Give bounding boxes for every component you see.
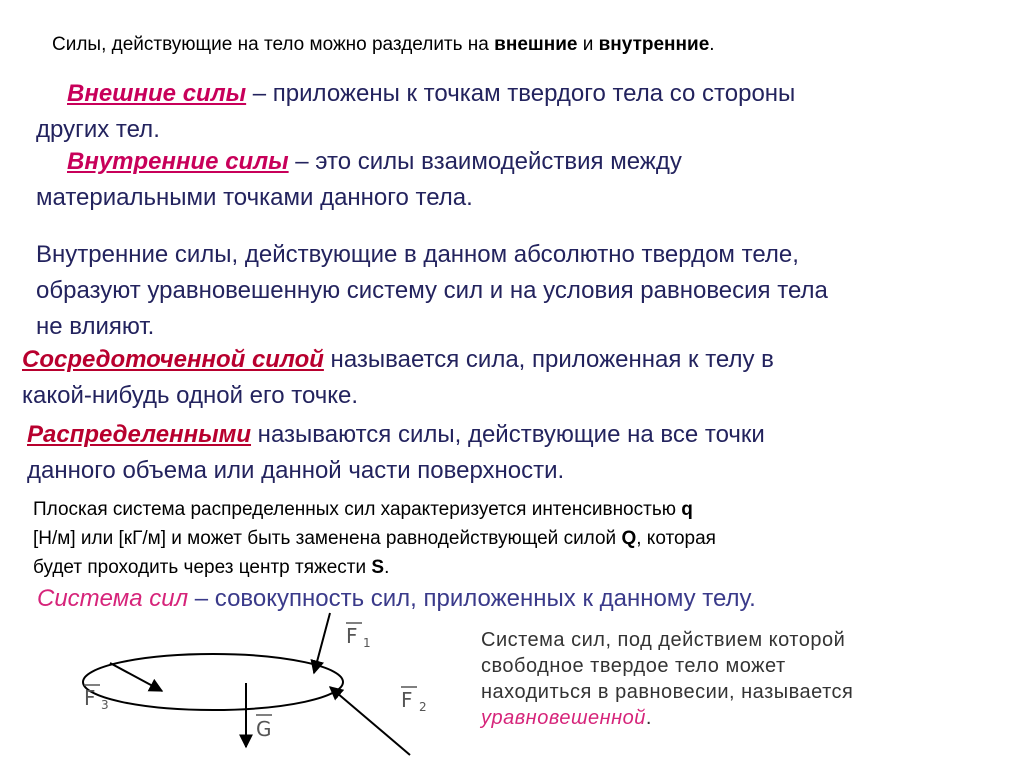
distributed-line-2: данного объема или данной части поверхности. [27, 457, 565, 484]
equilibrium-line-2: свободное твердое тело может [481, 655, 786, 677]
intensity-symbol-q: q [681, 499, 693, 520]
label-f2 [401, 687, 427, 714]
external-forces-definition [36, 76, 795, 148]
intro-suffix: . [709, 34, 715, 55]
internal-forces-definition [36, 144, 682, 216]
internal-line-1 [36, 144, 682, 180]
label-f3 [84, 685, 109, 712]
intro-term-internal: внутренние [598, 34, 710, 55]
equilibrium-term: уравновешенной [481, 707, 646, 729]
distributed-forces-term: Распределенными [27, 421, 252, 448]
plane-line-2-text: [Н/м] или [кГ/м] и может быть заменена равнодействующей силой [33, 528, 622, 549]
rigid-body-ellipse [83, 654, 343, 710]
label-f2-sub: 2 [419, 700, 427, 714]
equilibrium-line-4 [481, 705, 853, 731]
external-line-1 [36, 76, 795, 112]
force-system-term: Система сил [37, 585, 189, 612]
label-f1 [346, 623, 371, 650]
external-line-1-rest: – приложены к точкам твердого тела со стороны [246, 80, 796, 107]
force-system-diagram [70, 605, 470, 767]
internal-forces-term: Внутренние силы [67, 148, 289, 175]
intro-term-external: внешние [494, 34, 578, 55]
label-f1-sub: 1 [363, 636, 371, 650]
concentrated-force-term: Сосредоточенной силой [22, 346, 324, 373]
internal-line-1-rest: – это силы взаимодействия между [288, 148, 682, 175]
distributed-line-1 [27, 417, 765, 453]
plane-line-2-end: , которая [636, 528, 716, 549]
distributed-line-1-rest: называются силы, действующие на все точки [251, 421, 765, 448]
intro-prefix: Силы, действующие на тело можно разделить на [52, 34, 495, 55]
intro-sentence [52, 34, 715, 56]
concentrated-line-1 [22, 342, 774, 378]
centroid-symbol-S: S [371, 557, 385, 578]
equilibrium-line-4-end: . [645, 707, 652, 729]
internal-note-line-1: Внутренние силы, действующие в данном абсолютно твердом теле, [36, 241, 799, 268]
concentrated-line-1-rest: называется сила, приложенная к телу в [323, 346, 774, 373]
internal-line-2: материальными точками данного тела. [36, 184, 473, 211]
distributed-forces-definition [27, 417, 765, 489]
plane-line-1-text: Плоская система распределенных сил характеризуется интенсивностью [33, 499, 682, 520]
plane-line-2 [33, 524, 716, 553]
equilibrium-line-1: Система сил, под действием которой [481, 629, 846, 651]
force-arrow-f3 [110, 663, 162, 691]
resultant-symbol-Q: Q [621, 528, 637, 549]
external-line-2: других тел. [36, 116, 160, 143]
internal-note-line-3: не влияют. [36, 313, 155, 340]
plane-line-1 [33, 495, 716, 524]
internal-forces-note [36, 237, 828, 345]
plane-line-3 [33, 553, 716, 582]
intro-middle: и [577, 34, 599, 55]
plane-line-3-end: . [384, 557, 390, 578]
equilibrium-definition [481, 627, 853, 731]
label-f3-letter: F [84, 686, 96, 710]
plane-line-3-text: будет проходить через центр тяжести [33, 557, 372, 578]
label-f1-letter: F [346, 624, 358, 648]
internal-note-line-2: образуют уравновешенную систему сил и на условия равновесия тела [36, 277, 828, 304]
label-f3-sub: 3 [101, 698, 109, 712]
plane-system-description [33, 495, 716, 582]
label-f2-letter: F [401, 688, 413, 712]
force-arrow-f1 [314, 613, 330, 673]
label-g-letter: G [256, 717, 272, 741]
concentrated-force-definition [22, 342, 774, 414]
force-arrow-f2 [330, 687, 410, 755]
force-system-rest: – совокупность сил, приложенных к данному телу. [188, 585, 756, 612]
external-forces-term: Внешние силы [67, 80, 247, 107]
label-g [256, 715, 272, 741]
concentrated-line-2: какой-нибудь одной его точке. [22, 382, 359, 409]
equilibrium-line-3: находиться в равновесии, называется [481, 681, 854, 703]
